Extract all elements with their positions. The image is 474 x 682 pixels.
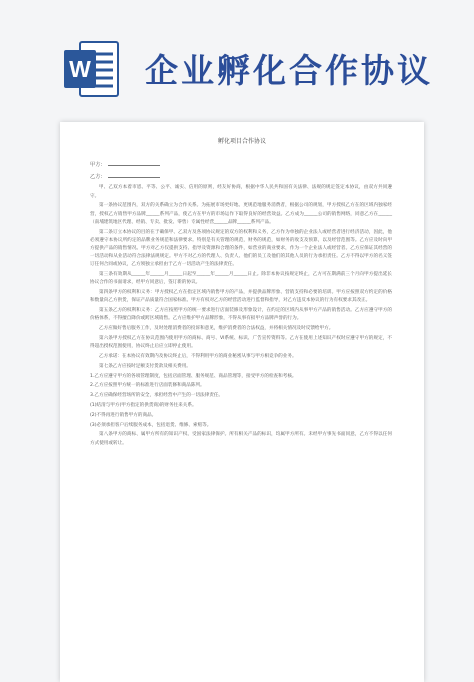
party-b-line — [90, 172, 392, 181]
paragraph: 第六条甲方授权乙方在协议范围内使用甲方的商标、商号、VI系统、标识、广告宣传资料等。乙方在使用上述知识产权时应遵守甲方的规定，不得超出授权范围使用，协议终止后应立即停止使用。 — [90, 336, 392, 350]
paragraph: 第七条乙方应按时足额支付货款及相关费用。 — [99, 363, 191, 369]
party-a-blank — [108, 160, 160, 166]
list-item: (3)必须承担客户后续服务成本，包括退货、维修、索赔等。 — [90, 422, 212, 428]
party-b-label: 乙方： — [90, 174, 106, 181]
svg-text:W: W — [69, 56, 91, 82]
paragraph: 第二条订立本协议的目的在于确保甲、乙双方及各项协议规定的双方的权利和义务，乙方作为单独的企业法人或经营者进行经济活动，因此，他必须遵守本协议所约定的品牌业务规范和法律要求。特别是有关管理的规范，财务的规范，如财务的收支及预算，以及经营范围等。乙方应及时向甲方提供产品的销售情况。甲方对乙方仅提供支持、指导及资源和合理的条件，如营业的商业要求，作为一个企业法人或经营者。乙方应保证其经营的一切活动和从业活动符合法律法规规定。甲方不对乙方的代理人、负责人、他们的员工及他们的其他人员的行为承担责任。乙方不得以甲方的名义签订任何合同或协议，乙方须独立承担由于乙方一切活动产生的法律责任。 — [90, 229, 392, 268]
party-b-blank — [108, 172, 160, 178]
closing-paragraph: 第八条甲方的商标、属甲方所有的知识产权、受国家法律保护。所有相关产品的标识，均属甲方所有。未经甲方事先书面同意，乙方不得以任何方式使用或转让。 — [90, 432, 392, 446]
page-title: 企业孵化合作协议 — [145, 51, 433, 90]
header — [0, 0, 474, 118]
paragraph: 乙方承诺：在本协议有效期内及协议终止后，不得利用甲方的商业秘密从事与甲方相竞争的业务。 — [99, 354, 297, 360]
paragraph: 第四条甲方的权利和义务：甲方授权乙方在指定区域内销售甲方的产品，并提供品牌形象、营销支持和必要的培训。甲方应按照双方约定的价格和数量向乙方供货，保证产品质量符合国家标准。甲方有权对乙方的经营活动进行监督和指导，对乙方违反本协议的行为有权要求其改正。 — [90, 290, 392, 304]
paragraph: 甲、乙双方本着市恩、平等、公平、诚实、信用的原则，经友好协商，根据中华人民共和国有关法律、法规的规定签定本协议，由双方共同遵守。 — [90, 185, 392, 199]
list-item: (1)结清与甲方(甲方指定的供货商)的财务往来关系。 — [90, 403, 197, 408]
list-item: (2)不得再进行销售甲方的商品。 — [90, 412, 157, 418]
document-page — [60, 122, 424, 682]
numbered-item: 3.乙方应确保经营场所的安全，承担经营中产生的一切法律责任。 — [90, 393, 224, 399]
party-a-line — [90, 160, 392, 169]
party-a-label: 甲方： — [90, 162, 106, 168]
paragraph: 第五条乙方的权利和义务：乙方应按照甲方的统一要求进行店面装修及形象设计，在约定的区域内从事甲方产品的销售活动。乙方应遵守甲方的价格体系，不得擅自降价或跨区域销售。乙方应维护甲方品牌形象，不得从事有损甲方品牌声誉的行为。 — [90, 308, 392, 322]
paragraph: 第一条协议范围内，双方的关系确立为合作关系。为拓展市场更好地、更规范地服务消费者，根据公司的规划，甲方授权乙方在的区域内独家经营，授权乙方销售甲方品牌______系列产品，使乙方在甲方的市场运作下取得良好的经营效益。乙方成为______公司的销售网络，同意乙方在______（南埔建筑地区代理、经销、专卖、批发、零售）专属性经营______品牌______系列产品。 — [90, 203, 392, 225]
numbered-item: 1.乙方应遵守甲方的各项管理制度，包括店面管理、服务规范、商品管理等，接受甲方的检查和考核。 — [90, 373, 297, 379]
paragraph: 乙方应做好售后服务工作，及时处理消费者的投诉和意见，维护消费者的合法权益，并将相关情况及时反馈给甲方。 — [99, 326, 334, 332]
paragraph: 第三条有效期从______年______月______日起至______年______月______日止。除非本协议按规定终止，乙方可在期满前三个月向甲方提出延长协议合作的书面请求，经甲方同意后，签订新的协议。 — [90, 272, 392, 286]
numbered-item: 2.乙方应按照甲方统一的标准进行店面装修和商品陈列。 — [90, 383, 205, 389]
document-body — [90, 160, 392, 449]
document-title: 孵化项目合作协议 — [217, 138, 266, 145]
word-document-icon — [62, 38, 120, 100]
